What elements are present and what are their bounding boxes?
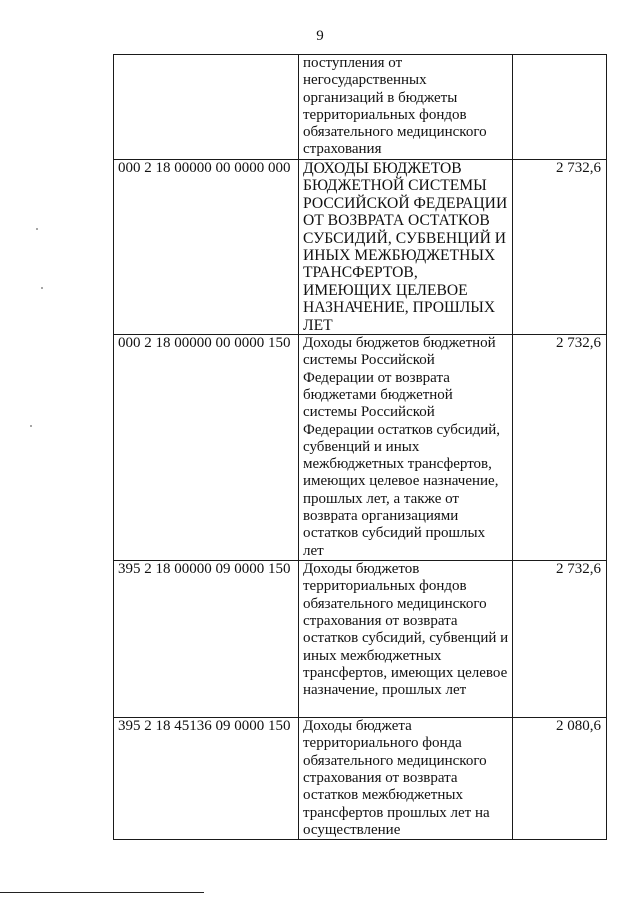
footnote-separator-line	[0, 892, 204, 893]
revenue-amount: 2 732,6	[513, 160, 607, 335]
revenue-name: Доходы бюджетов территориальных фондов обязательного медицинского страхования от возврата остатков субсидий, субвенций и иных межбюджетных трансфертов, имеющих целевое назначение, прошлых лет	[299, 561, 513, 718]
table-row	[114, 335, 607, 561]
budget-classification-code	[114, 55, 299, 160]
budget-classification-code: 000 2 18 00000 00 0000 000	[114, 160, 299, 335]
scan-speck	[41, 287, 43, 289]
scan-speck	[36, 228, 38, 230]
revenue-name: Доходы бюджетов бюджетной системы Российской Федерации от возврата бюджетами бюджетной системы Российской Федерации остатков субсидий, субвенций и иных межбюджетных трансфертов, имеющих целевое назначение, прошлых лет, а также от возврата организациями остатков субсидий прошлых лет	[299, 335, 513, 561]
table-row	[114, 160, 607, 335]
revenue-name: ДОХОДЫ БЮДЖЕТОВ БЮДЖЕТНОЙ СИСТЕМЫ РОССИЙСКОЙ ФЕДЕРАЦИИ ОТ ВОЗВРАТА ОСТАТКОВ СУБСИДИЙ, СУБВЕНЦИЙ И ИНЫХ МЕЖБЮДЖЕТНЫХ ТРАНСФЕРТОВ, ИМЕЮЩИХ ЦЕЛЕВОЕ НАЗНАЧЕНИЕ, ПРОШЛЫХ ЛЕТ	[299, 160, 513, 335]
scan-speck	[30, 425, 32, 427]
budget-classification-code: 395 2 18 00000 09 0000 150	[114, 561, 299, 718]
budget-revenue-table	[113, 54, 607, 840]
revenue-name: Доходы бюджета территориального фонда обязательного медицинского страхования от возврата остатков межбюджетных трансфертов прошлых лет на осуществление	[299, 718, 513, 840]
table-row	[114, 718, 607, 840]
revenue-amount	[513, 55, 607, 160]
table-row	[114, 55, 607, 160]
budget-classification-code: 000 2 18 00000 00 0000 150	[114, 335, 299, 561]
revenue-amount: 2 732,6	[513, 561, 607, 718]
budget-classification-code: 395 2 18 45136 09 0000 150	[114, 718, 299, 840]
revenue-amount: 2 732,6	[513, 335, 607, 561]
table-row	[114, 561, 607, 718]
revenue-name: поступления от негосударственных организаций в бюджеты территориальных фондов обязательного медицинского страхования	[299, 55, 513, 160]
revenue-amount: 2 080,6	[513, 718, 607, 840]
page-number: 9	[316, 28, 324, 44]
